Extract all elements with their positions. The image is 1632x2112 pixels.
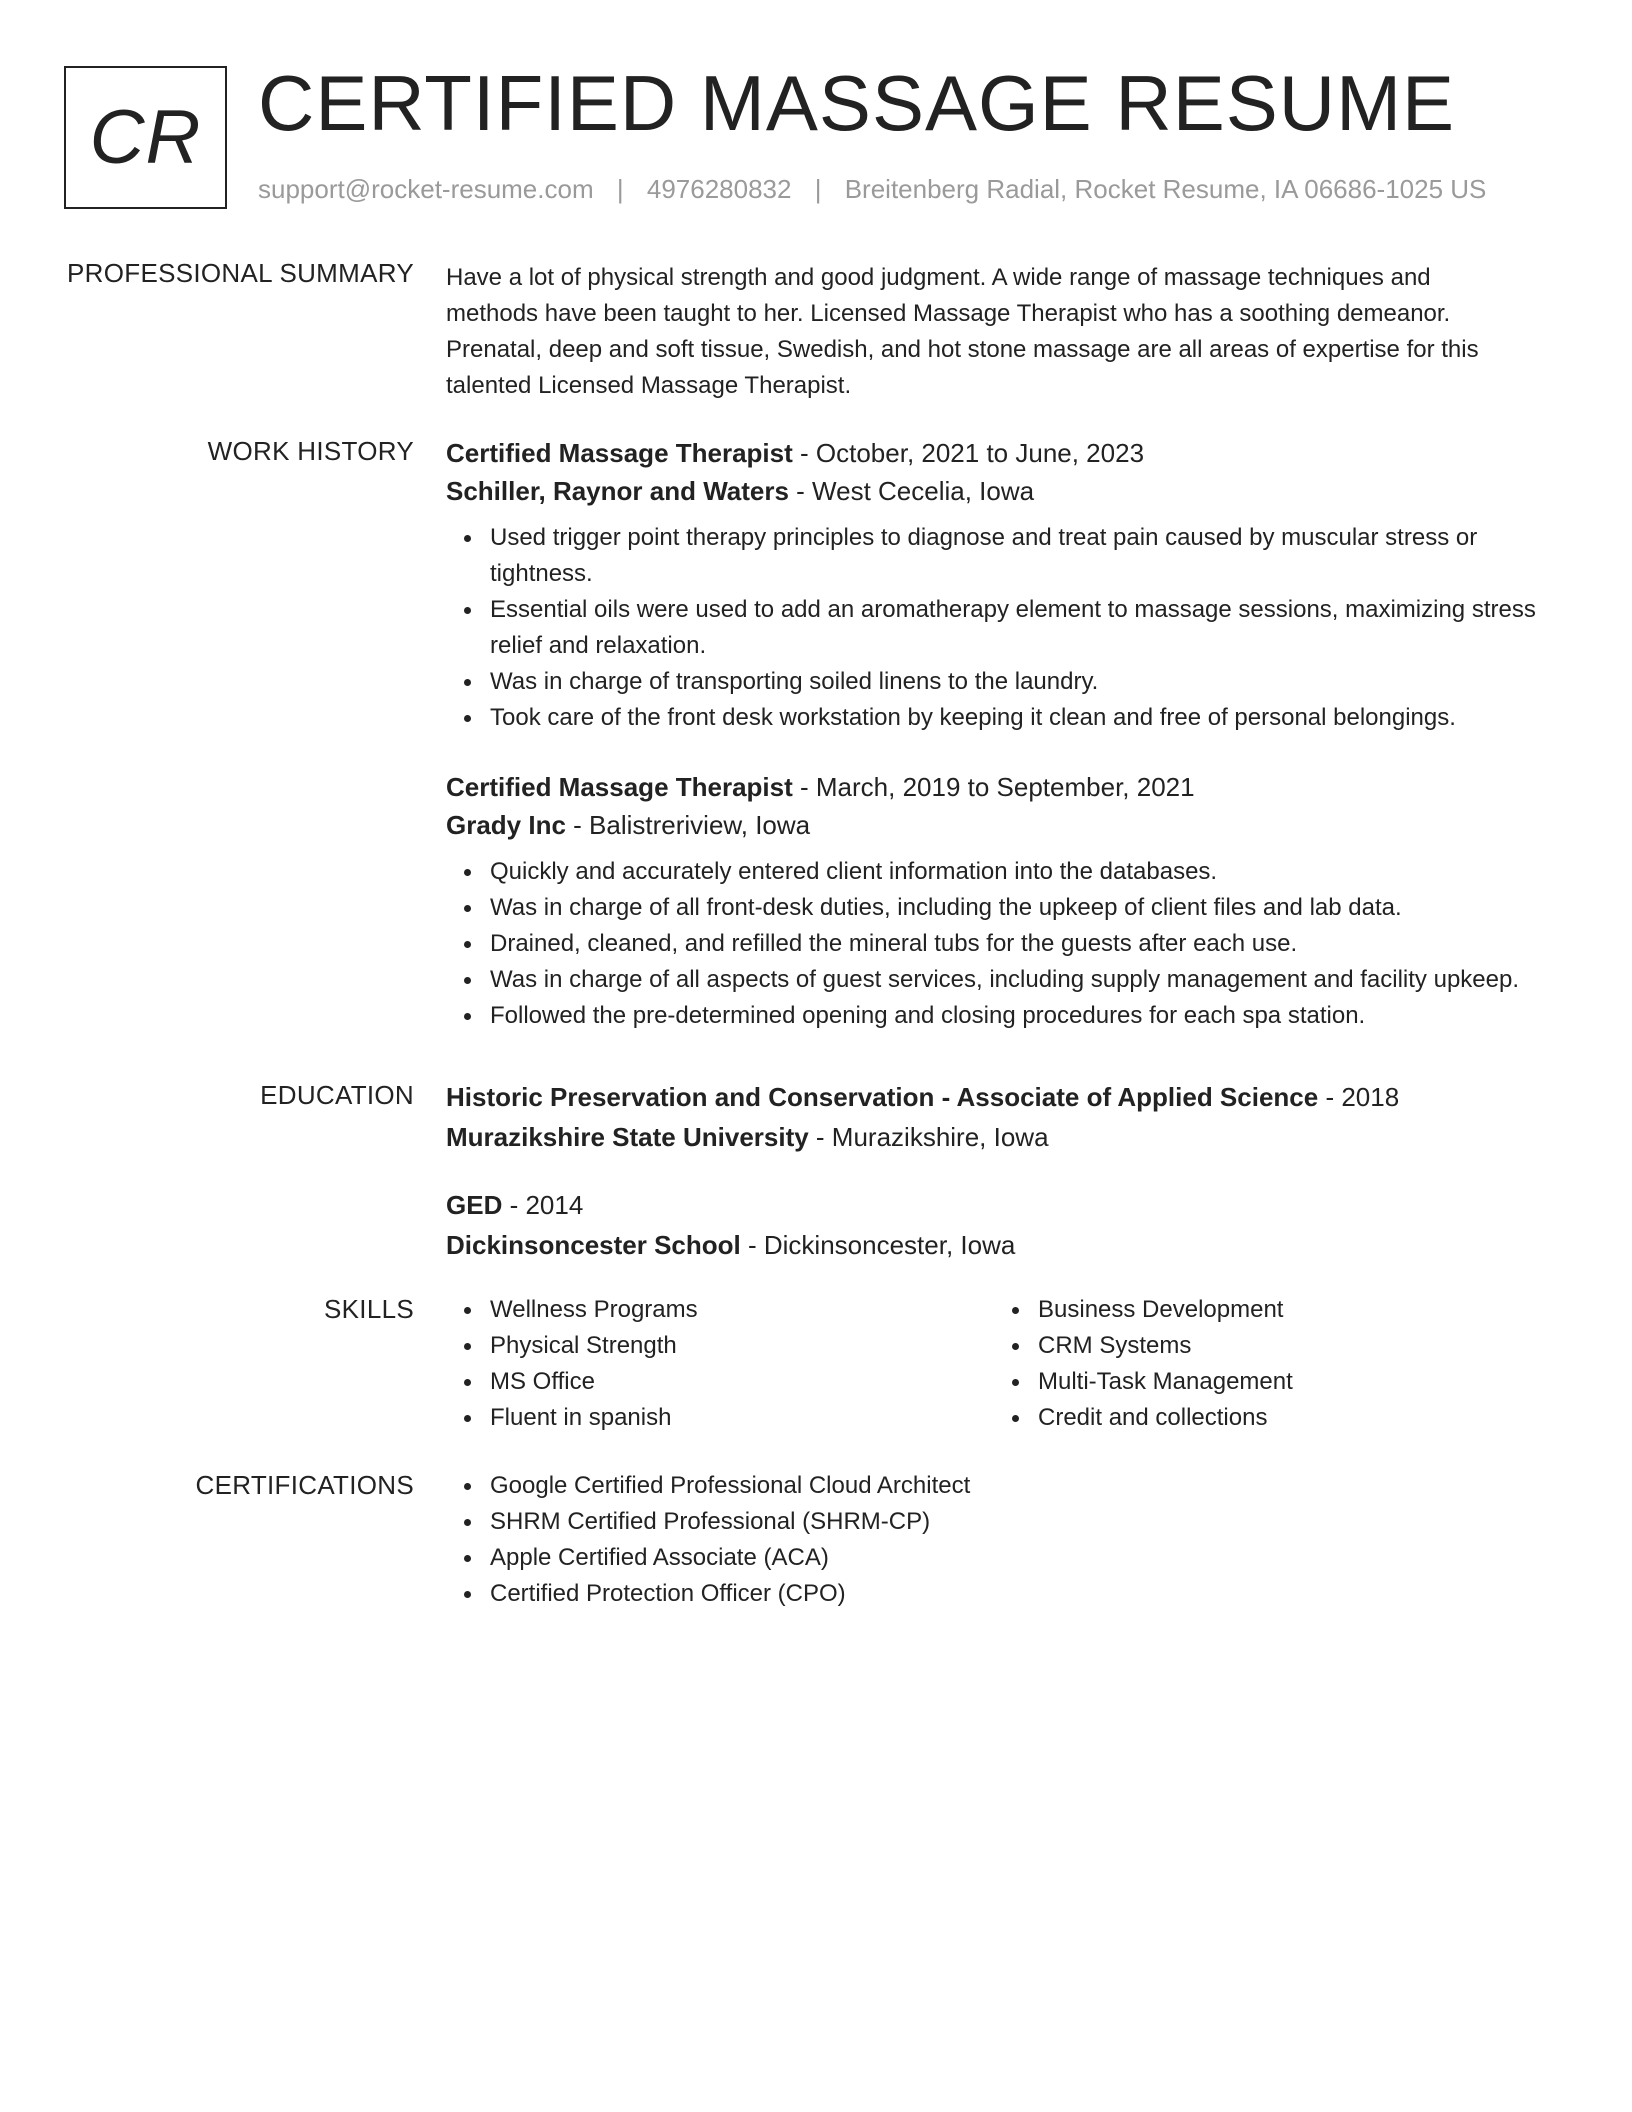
job-duty: Drained, cleaned, and refilled the mineral tubs for the guests after each use. bbox=[490, 926, 1566, 962]
skill-item: Fluent in spanish bbox=[490, 1400, 994, 1436]
education-body bbox=[446, 1078, 1566, 1264]
contact-email: support@rocket-resume.com bbox=[258, 174, 594, 204]
education-location: - Dickinsoncester, Iowa bbox=[740, 1230, 1016, 1260]
monogram-box bbox=[64, 66, 227, 209]
summary-heading: PROFESSIONAL SUMMARY bbox=[67, 258, 414, 288]
contact-address: Breitenberg Radial, Rocket Resume, IA 06686-1025 US bbox=[844, 174, 1487, 204]
job-duty: Was in charge of all aspects of guest services, including supply management and facility upkeep. bbox=[490, 962, 1566, 998]
certification-item: Apple Certified Associate (ACA) bbox=[490, 1540, 1566, 1576]
work-history-heading: WORK HISTORY bbox=[207, 436, 414, 466]
job-duty: Followed the pre-determined opening and closing procedures for each spa station. bbox=[490, 998, 1566, 1034]
education-entry bbox=[446, 1186, 1566, 1264]
contact-line bbox=[258, 174, 1486, 205]
job-dates: - March, 2019 to September, 2021 bbox=[792, 772, 1195, 802]
job-duty: Was in charge of all front-desk duties, including the upkeep of client files and lab data. bbox=[490, 890, 1566, 926]
job-company: Grady Inc bbox=[446, 810, 566, 840]
contact-separator: | bbox=[616, 174, 624, 204]
monogram-text: CR bbox=[89, 95, 202, 180]
skills-list-right bbox=[994, 1292, 1542, 1436]
job-location: - West Cecelia, Iowa bbox=[788, 476, 1035, 506]
skill-item: Physical Strength bbox=[490, 1328, 994, 1364]
job-company: Schiller, Raynor and Waters bbox=[446, 476, 789, 506]
job-dates: - October, 2021 to June, 2023 bbox=[792, 438, 1145, 468]
skill-item: Business Development bbox=[1038, 1292, 1542, 1328]
education-degree: Historic Preservation and Conservation - Associate of Applied Science bbox=[446, 1082, 1319, 1112]
job-title-line bbox=[446, 768, 1566, 806]
summary-line: Prenatal, deep and soft tissue, Swedish, and hot stone massage are all areas of expertise for this bbox=[446, 336, 1479, 363]
work-history-body bbox=[446, 434, 1566, 1034]
job-entry bbox=[446, 768, 1566, 1034]
education-school-line bbox=[446, 1226, 1566, 1264]
education-heading: EDUCATION bbox=[260, 1080, 414, 1110]
summary-line: Have a lot of physical strength and good judgment. A wide range of massage techniques and bbox=[446, 264, 1431, 291]
summary-body bbox=[446, 260, 1566, 404]
job-duty: Took care of the front desk workstation by keeping it clean and free of personal belongings. bbox=[490, 700, 1566, 736]
certification-item: SHRM Certified Professional (SHRM-CP) bbox=[490, 1504, 1566, 1540]
education-degree: GED bbox=[446, 1190, 503, 1220]
job-duty: Quickly and accurately entered client information into the databases. bbox=[490, 854, 1566, 890]
education-location: - Murazikshire, Iowa bbox=[808, 1122, 1049, 1152]
skill-item: CRM Systems bbox=[1038, 1328, 1542, 1364]
contact-phone: 4976280832 bbox=[646, 174, 792, 204]
resume-title: CERTIFIED MASSAGE RESUME bbox=[258, 59, 1456, 147]
job-company-line bbox=[446, 806, 1566, 844]
education-school: Dickinsoncester School bbox=[446, 1230, 741, 1260]
skills-heading: SKILLS bbox=[324, 1294, 414, 1324]
education-school: Murazikshire State University bbox=[446, 1122, 809, 1152]
skill-item: MS Office bbox=[490, 1364, 994, 1400]
job-location: - Balistreriview, Iowa bbox=[565, 810, 811, 840]
skills-body bbox=[446, 1292, 1566, 1436]
skills-list-left bbox=[446, 1292, 994, 1436]
job-entry bbox=[446, 434, 1566, 736]
education-year: - 2014 bbox=[502, 1190, 584, 1220]
job-company-line bbox=[446, 472, 1566, 510]
job-duties-list bbox=[446, 854, 1566, 1034]
certifications-body bbox=[446, 1468, 1566, 1612]
certification-item: Google Certified Professional Cloud Architect bbox=[490, 1468, 1566, 1504]
job-title-line bbox=[446, 434, 1566, 472]
education-school-line bbox=[446, 1118, 1566, 1156]
certifications-heading: CERTIFICATIONS bbox=[195, 1470, 414, 1500]
job-duty: Used trigger point therapy principles to diagnose and treat pain caused by muscular stress or tightness. bbox=[490, 520, 1566, 592]
education-degree-line bbox=[446, 1186, 1566, 1224]
education-degree-line bbox=[446, 1078, 1566, 1116]
certification-item: Certified Protection Officer (CPO) bbox=[490, 1576, 1566, 1612]
job-duty: Was in charge of transporting soiled linens to the laundry. bbox=[490, 664, 1566, 700]
skill-item: Multi-Task Management bbox=[1038, 1364, 1542, 1400]
education-year: - 2018 bbox=[1318, 1082, 1400, 1112]
education-entry bbox=[446, 1078, 1566, 1156]
job-duties-list bbox=[446, 520, 1566, 736]
skill-item: Credit and collections bbox=[1038, 1400, 1542, 1436]
summary-line: methods have been taught to her. Licensed Massage Therapist who has a soothing demeanor. bbox=[446, 300, 1451, 327]
summary-line: talented Licensed Massage Therapist. bbox=[446, 372, 852, 399]
job-title: Certified Massage Therapist bbox=[446, 438, 793, 468]
skill-item: Wellness Programs bbox=[490, 1292, 994, 1328]
contact-separator: | bbox=[814, 174, 822, 204]
certifications-list bbox=[446, 1468, 1566, 1612]
job-duty: Essential oils were used to add an aromatherapy element to massage sessions, maximizing stress relief and relaxation. bbox=[490, 592, 1566, 664]
job-title: Certified Massage Therapist bbox=[446, 772, 793, 802]
